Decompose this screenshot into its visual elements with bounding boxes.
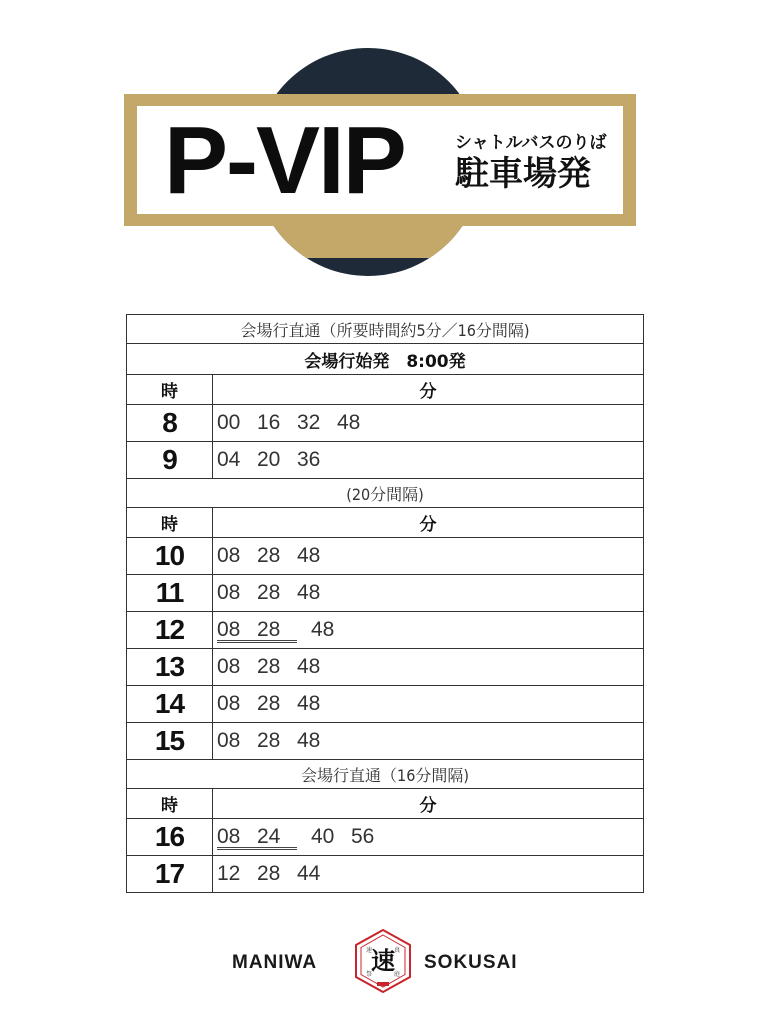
table-row xyxy=(127,649,644,686)
section-title-row xyxy=(127,479,644,508)
departure-minute: 28 xyxy=(257,862,281,885)
departure-minute: 48 xyxy=(297,655,321,678)
first-bus-note: 会場行始発 8:00発 xyxy=(127,344,644,375)
departure-minute: 00 xyxy=(217,411,241,434)
table-row xyxy=(127,723,644,760)
section-title-row xyxy=(127,315,644,344)
table-row xyxy=(127,856,644,893)
departure-minute: 28 xyxy=(257,692,281,715)
departure-minute: 44 xyxy=(297,862,321,885)
departure-minute: 08 xyxy=(217,655,241,678)
table-row xyxy=(127,538,644,575)
departure-minute: 12 xyxy=(217,862,241,885)
minutes-cell xyxy=(213,538,644,575)
timetable-body xyxy=(127,315,644,893)
section-title: (20分間隔) xyxy=(127,479,644,508)
hour-cell: 10 xyxy=(127,538,213,575)
departure-minute: 40 xyxy=(311,824,335,848)
minute-header: 分 xyxy=(213,375,644,405)
departure-minute: 48 xyxy=(337,411,361,434)
page-title: P-VIP xyxy=(164,107,405,214)
badge-subtitle: シャトルバスのりば xyxy=(455,133,607,153)
logo-corner-tl: 速 xyxy=(365,947,373,954)
section-title: 会場行直通（16分間隔) xyxy=(127,760,644,789)
departure-minute: 20 xyxy=(257,448,281,471)
table-row xyxy=(127,405,644,442)
table-row xyxy=(127,575,644,612)
departure-minute: 48 xyxy=(297,581,321,604)
logo-corner-tr: 真 xyxy=(393,947,401,954)
departure-minute: 08 xyxy=(217,827,257,850)
logo-corner-br: 庭 xyxy=(393,971,401,978)
minutes-cell xyxy=(213,819,644,856)
logo-char: 速 xyxy=(371,946,395,975)
column-header-row xyxy=(127,789,644,819)
table-row xyxy=(127,819,644,856)
departure-minute: 24 xyxy=(257,827,297,850)
hour-cell: 9 xyxy=(127,442,213,479)
hour-cell: 13 xyxy=(127,649,213,686)
departure-minute: 28 xyxy=(257,655,281,678)
hour-cell: 14 xyxy=(127,686,213,723)
hour-header: 時 xyxy=(127,508,213,538)
departure-minute: 36 xyxy=(297,448,321,471)
departure-minute: 08 xyxy=(217,692,241,715)
hour-cell: 11 xyxy=(127,575,213,612)
minutes-cell xyxy=(213,686,644,723)
table-row xyxy=(127,686,644,723)
departure-minute: 48 xyxy=(311,617,335,641)
departure-minute: 28 xyxy=(257,620,297,643)
departure-minute: 28 xyxy=(257,544,281,567)
minutes-cell xyxy=(213,649,644,686)
header-badge xyxy=(0,0,769,290)
first-bus-row xyxy=(127,344,644,375)
departure-minute: 32 xyxy=(297,411,321,434)
minutes-cell xyxy=(213,442,644,479)
column-header-row xyxy=(127,508,644,538)
hour-header: 時 xyxy=(127,789,213,819)
departure-minute: 56 xyxy=(351,824,375,848)
departure-minute: 08 xyxy=(217,620,257,643)
table-row xyxy=(127,442,644,479)
hour-cell: 12 xyxy=(127,612,213,649)
departure-minute: 48 xyxy=(297,729,321,752)
departure-minute: 16 xyxy=(257,411,281,434)
departure-minute: 04 xyxy=(217,448,241,471)
hour-header: 時 xyxy=(127,375,213,405)
departure-minute: 08 xyxy=(217,729,241,752)
departure-minute: 28 xyxy=(257,729,281,752)
footer-brand-left: MANIWA xyxy=(232,952,318,973)
minutes-cell xyxy=(213,575,644,612)
sokusai-logo-icon xyxy=(353,928,413,994)
departure-minute: 48 xyxy=(297,544,321,567)
badge-location: 駐車場発 xyxy=(455,154,591,194)
departure-minute: 28 xyxy=(257,581,281,604)
minutes-cell xyxy=(213,856,644,893)
departure-minute: 48 xyxy=(297,692,321,715)
column-header-row xyxy=(127,375,644,405)
section-title-row xyxy=(127,760,644,789)
hour-cell: 16 xyxy=(127,819,213,856)
minute-header: 分 xyxy=(213,789,644,819)
minutes-cell xyxy=(213,723,644,760)
minutes-cell xyxy=(213,405,644,442)
logo-corner-bl: 祭 xyxy=(365,971,373,978)
footer-brand-right: SOKUSAI xyxy=(424,952,518,973)
minutes-cell xyxy=(213,612,644,649)
minute-header: 分 xyxy=(213,508,644,538)
section-title: 会場行直通（所要時間約5分／16分間隔) xyxy=(127,315,644,344)
departure-minute: 08 xyxy=(217,581,241,604)
departure-minute: 08 xyxy=(217,544,241,567)
table-row xyxy=(127,612,644,649)
hour-cell: 15 xyxy=(127,723,213,760)
timetable xyxy=(126,314,644,893)
hour-cell: 17 xyxy=(127,856,213,893)
hour-cell: 8 xyxy=(127,405,213,442)
